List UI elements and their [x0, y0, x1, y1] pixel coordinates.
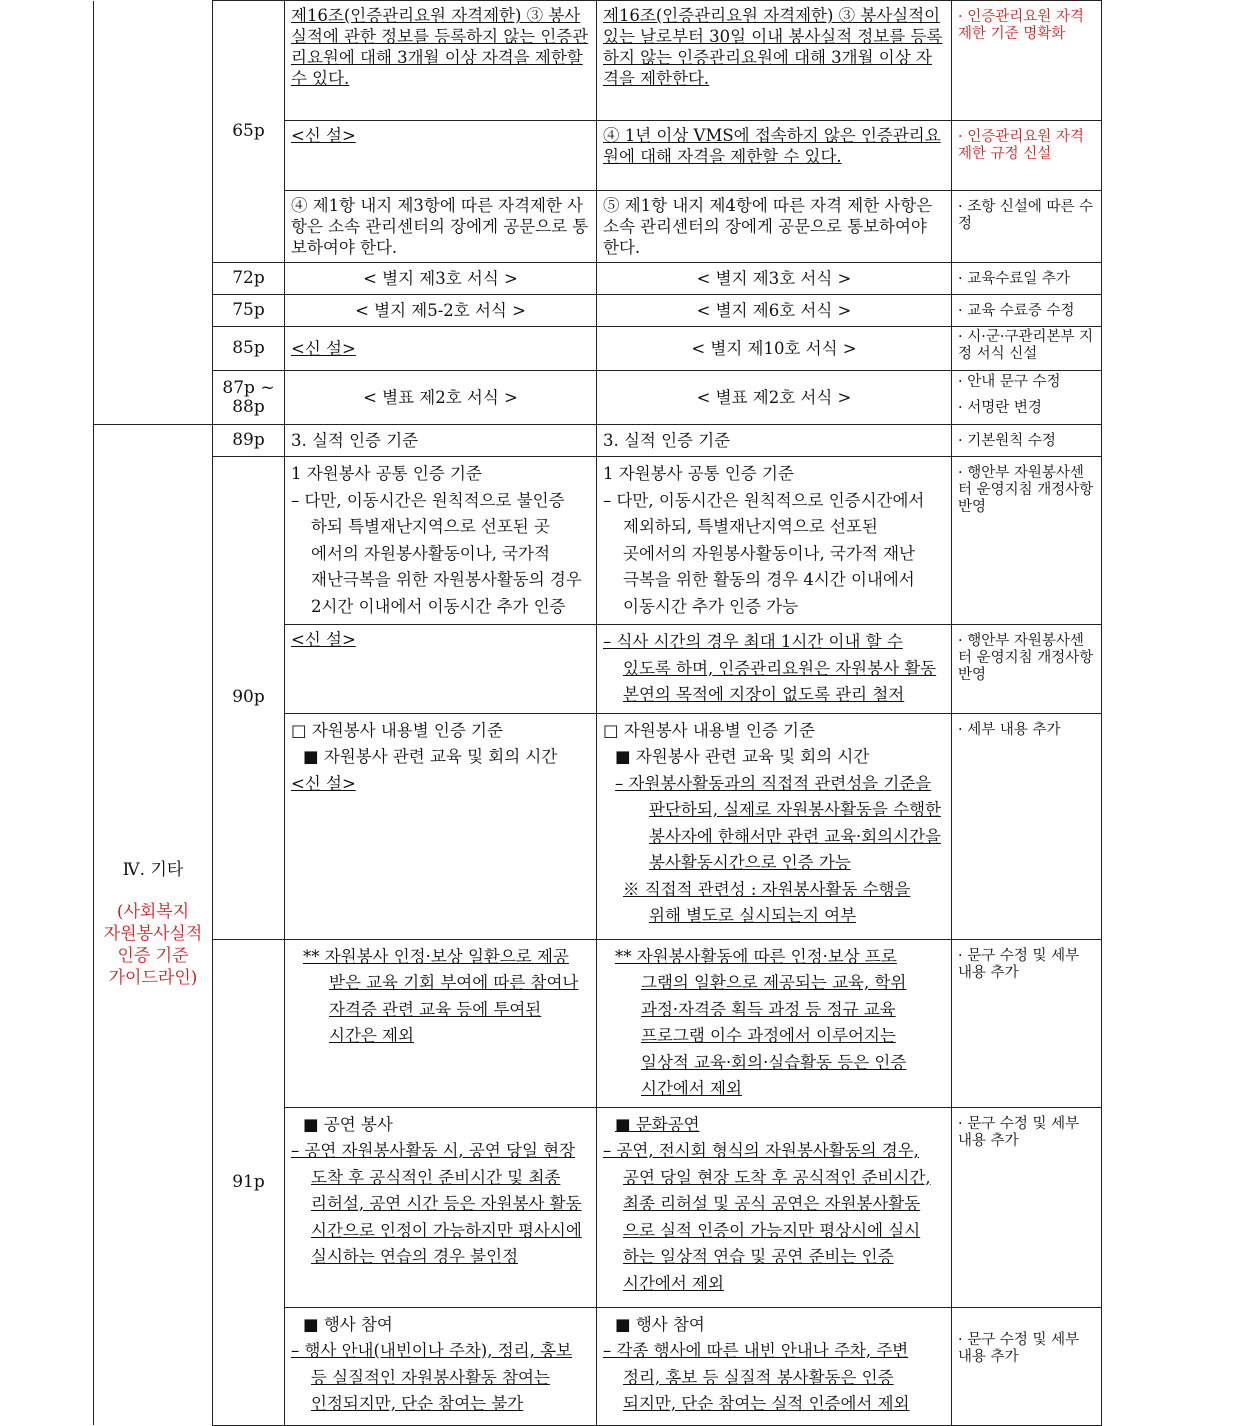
page-number: 89p [213, 425, 285, 457]
new-text: – 식사 시간의 경우 최대 1시간 이내 할 수 있도록 하며, 인증관리요원은 자원봉사 활동 본연의 목적에 지장이 없도록 관리 철저 [597, 625, 952, 714]
note: · 행안부 자원봉사센터 운영지침 개정사항 반영 [952, 457, 1102, 625]
old-text: < 별표 제2호 서식 > [285, 371, 597, 425]
note: · 세부 내용 추가 [952, 713, 1102, 939]
page-number: 90p [213, 457, 285, 940]
new-text: □ 자원봉사 내용별 인증 기준 ■ 자원봉사 관련 교육 및 회의 시간 – 자원봉사활동과의 직접적 관련성을 기준을 판단하되, 실제로 자원봉사활동을 수행한 봉사자에 한해서만 관련 교육·회의시간을 봉사활동시간으로 인증 가능 ※ 직접적 관련성 : 자원봉사활동 수행을 위해 별도로 실시되는지 여부 [597, 713, 952, 939]
table-row [94, 263, 1201, 295]
new-text: < 별표 제2호 서식 > [597, 371, 952, 425]
note: · 인증관리요원 자격제한 규정 신설 [952, 121, 1102, 191]
note: · 문구 수정 및 세부 내용 추가 [952, 1307, 1102, 1425]
new-text: ⑤ 제1항 내지 제4항에 따른 자격 제한 사항은 소속 관리센터의 장에게 공문으로 통보하여야 한다. [597, 191, 952, 263]
category-cell-upper [94, 1, 213, 425]
new-text: ■ 행사 참여 – 각종 행사에 따른 내빈 안내나 주차, 주변 정리, 홍보 등 실질적 봉사활동은 인증 되지만, 단순 참여는 실적 인증에서 제외 [597, 1307, 952, 1425]
table-row [94, 939, 1201, 1107]
table-row [94, 371, 1201, 425]
page-number: 87p ~ 88p [213, 371, 285, 425]
category-cell [94, 425, 213, 1426]
note: · 기본원칙 수정 [952, 425, 1102, 457]
old-text: < 별지 제5-2호 서식 > [285, 295, 597, 327]
new-text: ■ 문화공연 – 공연, 전시회 형식의 자원봉사활동의 경우, 공연 당일 현장 도착 후 공식적인 준비시간, 최종 리허설 및 공식 공연은 자원봉사활동 으로 실적 인증이 가능지만 평상시에 실시 하는 일상적 연습 및 공연 준비는 인증 시간에서 제외 [597, 1107, 952, 1307]
old-text: ■ 행사 참여 – 행사 안내(내빈이나 주차), 정리, 홍보 등 실질적인 자원봉사활동 참여는 인정되지만, 단순 참여는 불가 [285, 1307, 597, 1425]
note: · 문구 수정 및 세부 내용 추가 [952, 1107, 1102, 1307]
page-number: 85p [213, 327, 285, 371]
category-subtitle: 가이드라인) [108, 968, 198, 988]
category-subtitle: (사회복지 [116, 902, 190, 922]
new-text: < 별지 제6호 서식 > [597, 295, 952, 327]
old-text: 1 자원봉사 공통 인증 기준 – 다만, 이동시간은 원칙적으로 불인증 하되 특별재난지역으로 선포된 곳 에서의 자원봉사활동이나, 국가적 재난극복을 위한 자원봉사활동의 경우 2시간 이내에서 이동시간 추가 인증 [285, 457, 597, 625]
blank-column [1102, 1, 1201, 1426]
page-number: 72p [213, 263, 285, 295]
table-row [94, 327, 1201, 371]
table-row [94, 425, 1201, 457]
old-text: 제16조(인증관리요원 자격제한) ③ 봉사실적에 관한 정보를 등록하지 않는 인증관리요원에 대해 3개월 이상 자격을 제한할 수 있다. [285, 1, 597, 121]
note: · 시·군·구관리본부 지정 서식 신설 [952, 327, 1102, 371]
new-text: 제16조(인증관리요원 자격제한) ③ 봉사실적이 있는 날로부터 30일 이내 봉사실적 정보를 등록하지 않는 인증관리요원에 대해 3개월 이상 자격을 제한한다. [597, 1, 952, 121]
old-text: ** 자원봉사 인정·보상 일환으로 제공 받은 교육 기회 부여에 따른 참여나 자격증 관련 교육 등에 투여된 시간은 제외 [285, 939, 597, 1107]
old-text: ■ 공연 봉사 – 공연 자원봉사활동 시, 공연 당일 현장 도착 후 공식적인 준비시간 및 최종 리허설, 공연 시간 등은 자원봉사 활동 시간으로 인정이 가능하지만 평사시에 실시하는 연습의 경우 불인정 [285, 1107, 597, 1307]
note: · 안내 문구 수정 · 서명란 변경 [952, 371, 1102, 425]
note: · 조항 신설에 따른 수정 [952, 191, 1102, 263]
new-text: 1 자원봉사 공통 인증 기준 – 다만, 이동시간은 원칙적으로 인증시간에서 제외하되, 특별재난지역으로 선포된 곳에서의 자원봉사활동이나, 국가적 재난 극복을 위한 활동의 경우 4시간 이내에서 이동시간 추가 인증 가능 [597, 457, 952, 625]
new-text: < 별지 제10호 서식 > [597, 327, 952, 371]
new-text: < 별지 제3호 서식 > [597, 263, 952, 295]
page-number: 91p [213, 939, 285, 1425]
revision-table [93, 0, 1201, 1426]
new-text: ④ 1년 이상 VMS에 접속하지 않은 인증관리요원에 대해 자격을 제한할 수 있다. [597, 121, 952, 191]
table-row [94, 457, 1201, 625]
old-text: ④ 제1항 내지 제3항에 따른 자격제한 사항은 소속 관리센터의 장에게 공문으로 통보하여야 한다. [285, 191, 597, 263]
page-number: 65p [213, 1, 285, 263]
category-subtitle: 자원봉사실적 [103, 924, 203, 944]
new-text: ** 자원봉사활동에 따른 인정·보상 프로 그램의 일환으로 제공되는 교육, 학위 과정·자격증 획득 과정 등 정규 교육 프로그램 이수 과정에서 이루어지는 일상적 교육·회의·실습활동 등은 인증 시간에서 제외 [597, 939, 952, 1107]
category-title: Ⅳ. 기타 [122, 860, 184, 880]
new-text: 3. 실적 인증 기준 [597, 425, 952, 457]
note: · 인증관리요원 자격제한 기준 명확화 [952, 1, 1102, 121]
old-text: □ 자원봉사 내용별 인증 기준 ■ 자원봉사 관련 교육 및 회의 시간 <신 설> [285, 713, 597, 939]
note: · 교육수료일 추가 [952, 263, 1102, 295]
category-subtitle: 인증 기준 [117, 946, 189, 966]
old-text: <신 설> [285, 327, 597, 371]
note: · 문구 수정 및 세부 내용 추가 [952, 939, 1102, 1107]
table-row [94, 1, 1201, 121]
note: · 교육 수료증 수정 [952, 295, 1102, 327]
old-text: 3. 실적 인증 기준 [285, 425, 597, 457]
old-text: <신 설> [285, 625, 597, 714]
page-number: 75p [213, 295, 285, 327]
table-row [94, 295, 1201, 327]
old-text: <신 설> [285, 121, 597, 191]
note: · 행안부 자원봉사센터 운영지침 개정사항 반영 [952, 625, 1102, 714]
old-text: < 별지 제3호 서식 > [285, 263, 597, 295]
